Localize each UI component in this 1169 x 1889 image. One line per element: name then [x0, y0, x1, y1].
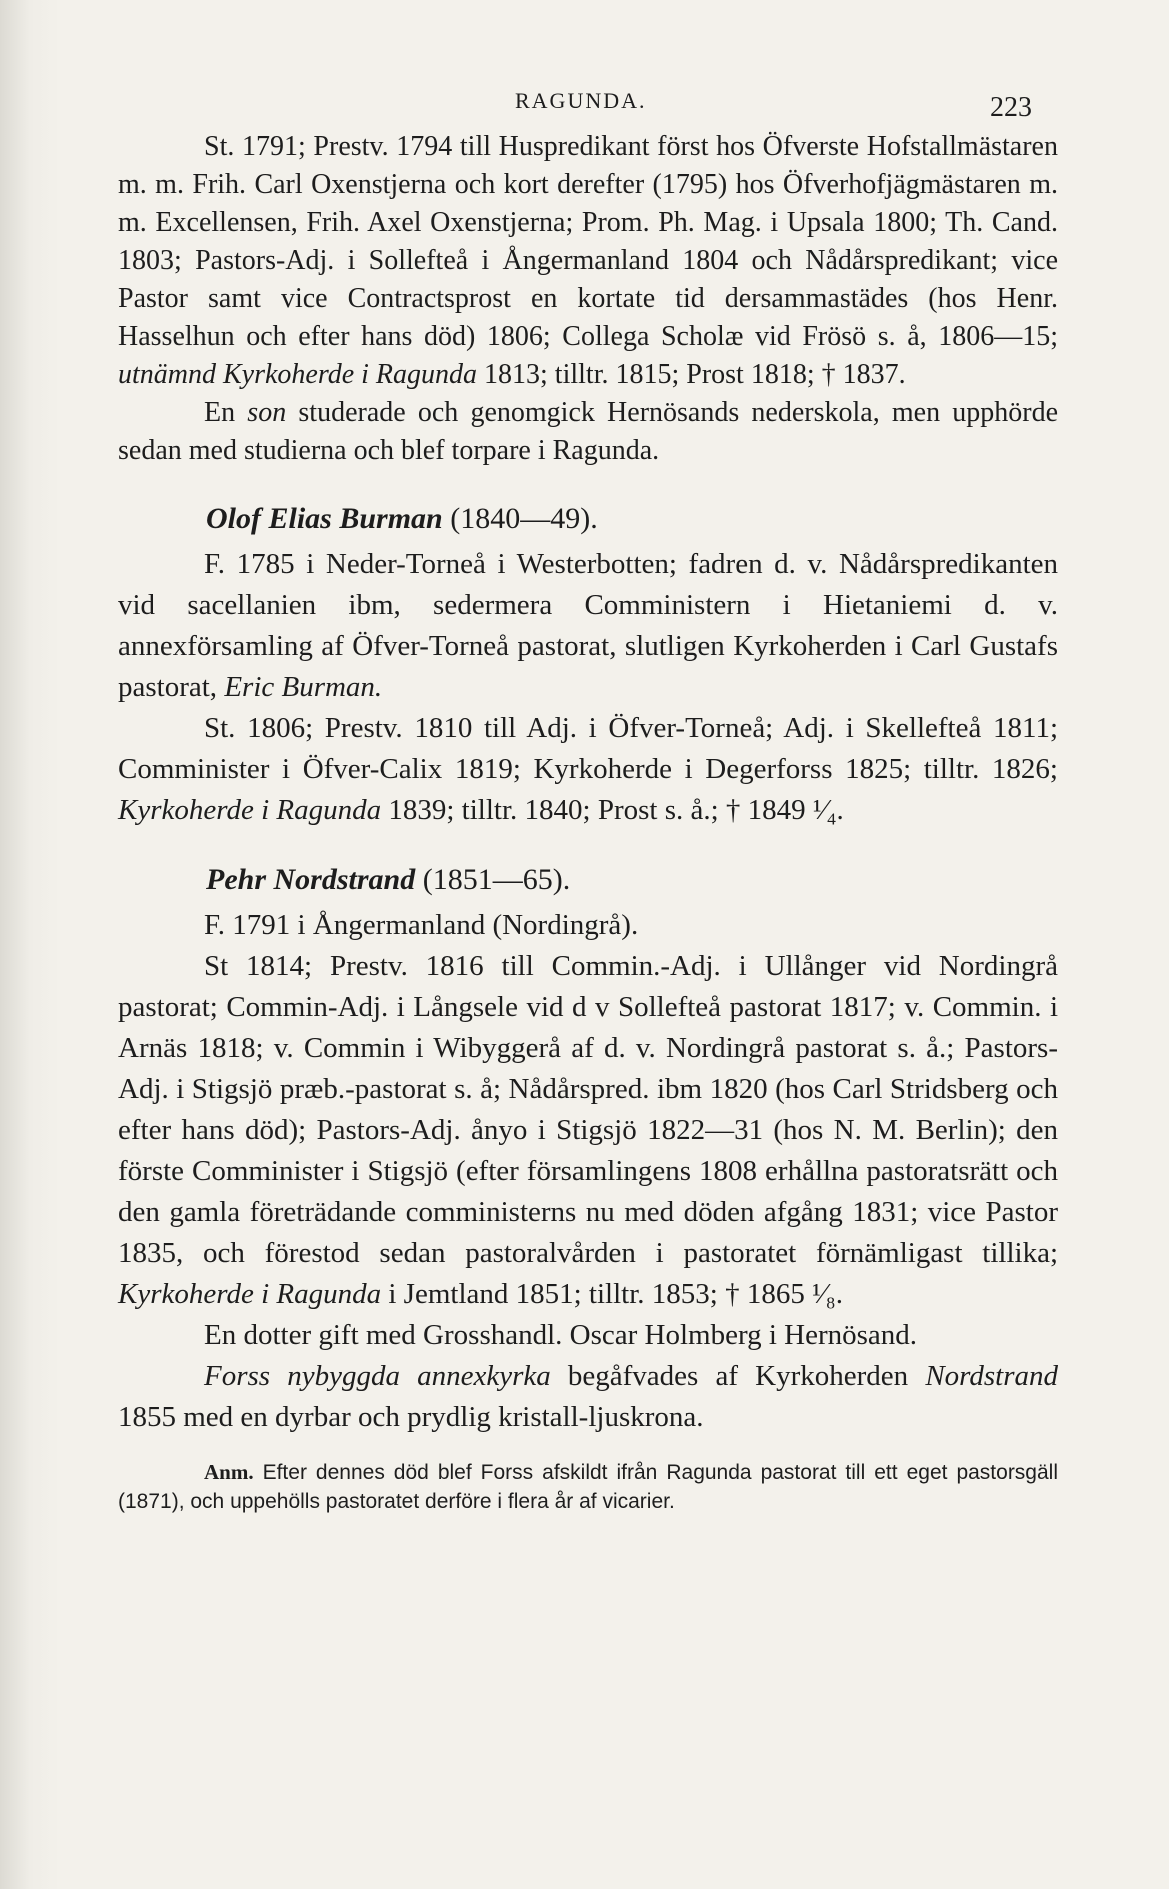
- burman-career-italic: Kyrkoherde i Ragunda: [118, 794, 382, 826]
- intro-text-end: 1813; tilltr. 1815; Prost 1818; † 1837.: [484, 359, 906, 390]
- son-word: son: [247, 397, 287, 428]
- forss-church-italic: Forss nybyggda annexkyrka: [204, 1360, 551, 1392]
- nordstrand-daughter-paragraph: [118, 1315, 1058, 1356]
- intro-italic: utnämnd Kyrkoherde i Ragunda: [118, 359, 478, 390]
- nordstrand-heading: [206, 863, 1058, 897]
- burman-father-name: Eric Burman.: [224, 671, 383, 703]
- burman-career-text: St. 1806; Prestv. 1810 till Adj. i Öfver-Torneå; Adj. i Skellefteå 1811; Comminister i Öfver-Calix 1819; Kyrkoherde i Degerforss 1825; tilltr. 1826;: [118, 712, 1058, 785]
- nordstrand-career-paragraph: [118, 946, 1058, 1315]
- footnote-label: Anm.: [204, 1460, 254, 1484]
- nordstrand-chandelier-paragraph: [118, 1356, 1058, 1438]
- nordstrand-career-italic: Kyrkoherde i Ragunda: [118, 1278, 382, 1310]
- burman-birth-text: F. 1785 i Neder-Torneå i Westerbotten; fadren d. v. Nådårspredikanten vid sacellanien ibm, sedermera Comministern i Hietaniemi d. v. annexförsamling af Öfver-Torneå pastorat, slutligen Kyrkoherden i Carl Gustafs pastorat,: [118, 548, 1058, 703]
- nordstrand-career-text: St 1814; Prestv. 1816 till Commin.-Adj. i Ullånger vid Nordingrå pastorat; Commin-Adj. i Långsele vid d v Sollefteå pastorat 1817; v. Commin. i Arnäs 1818; v. Commin i Wibyggerå af d. v. Nordingrå pastorat s. å.; Pastors-Adj. i Stigsjö præb.-pastorat s. å; Nådårspred. ibm 1820 (hos Carl Stridsberg och efter hans död); Pastors-Adj. ånyo i Stigsjö 1822—31 (hos N. M. Berlin); den förste Comminister i Stigsjö (efter församlingens 1808 erhållna pastoratsrätt och den gamla företrädande comministerns nu med döden afgång 1831; vice Pastor 1835, och förestod sedan pastoralvården i pastoratet förnämligast tillika;: [118, 950, 1058, 1269]
- nordstrand-years: (1851—65).: [422, 863, 571, 896]
- burman-heading: [206, 502, 1058, 536]
- burman-name: Olof Elias Burman: [206, 502, 443, 535]
- son-text: studerade och genomgick Hernösands nederskola, men upphörde sedan med studierna och blef torpare i Ragunda.: [118, 397, 1059, 466]
- chandelier-mid-text: begåfvades af Kyrkoherden: [567, 1360, 909, 1392]
- nordstrand-birth-paragraph: [118, 905, 1058, 946]
- footnote-text: Efter dennes död blef Forss afskildt ifrån Ragunda pastorat till ett eget pastorsgäll (1871), och uppehölls pastoratet derföre i flera år af vicarier.: [118, 1461, 1059, 1513]
- entry-intro-paragraph: [118, 128, 1058, 394]
- burman-years: (1840—49).: [450, 502, 598, 535]
- burman-birth-paragraph: [118, 544, 1058, 708]
- intro-text: St. 1791; Prestv. 1794 till Huspredikant först hos Öfverste Hofstallmästaren m. m. Frih. Carl Oxenstjerna och kort derefter (1795) hos Öfverhofjägmästaren m. m. Excellensen, Frih. Axel Oxenstjerna; Prom. Ph. Mag. i Upsala 1800; Th. Cand. 1803; Pastors-Adj. i Sollefteå i Ångermanland 1804 och Nådårspredikant; vice Pastor samt vice Contractsprost en kortate tid dersammastädes (hos Henr. Hasselhun och efter hans död) 1806; Collega Scholæ vid Frösö s. å, 1806—15;: [118, 131, 1058, 352]
- page-number: 223: [990, 92, 1032, 123]
- footnote: [118, 1458, 1058, 1516]
- chandelier-end-text: 1855 med en dyrbar och prydlig kristall-ljuskrona.: [118, 1401, 704, 1433]
- page-header: [0, 78, 1169, 123]
- nordstrand-name: Pehr Nordstrand: [206, 863, 416, 896]
- nordstrand-italic: Nordstrand: [925, 1360, 1059, 1392]
- burman-career-end: 1839; tilltr. 1840; Prost s. å.; † 1849 ¹⁄₄.: [388, 794, 844, 826]
- burman-career-paragraph: [118, 708, 1058, 831]
- nordstrand-career-end: i Jemtland 1851; tilltr. 1853; † 1865 ¹⁄₈.: [388, 1278, 843, 1310]
- nordstrand-birth-text: F. 1791 i Ångermanland (Nordingrå).: [204, 909, 639, 941]
- nordstrand-daughter-text: En dotter gift med Grosshandl. Oscar Holmberg i Hernösand.: [204, 1319, 918, 1351]
- page-content: [118, 128, 1058, 1516]
- son-prefix: En: [204, 397, 236, 428]
- running-head: RAGUNDA.: [515, 88, 647, 113]
- son-paragraph: [118, 394, 1058, 470]
